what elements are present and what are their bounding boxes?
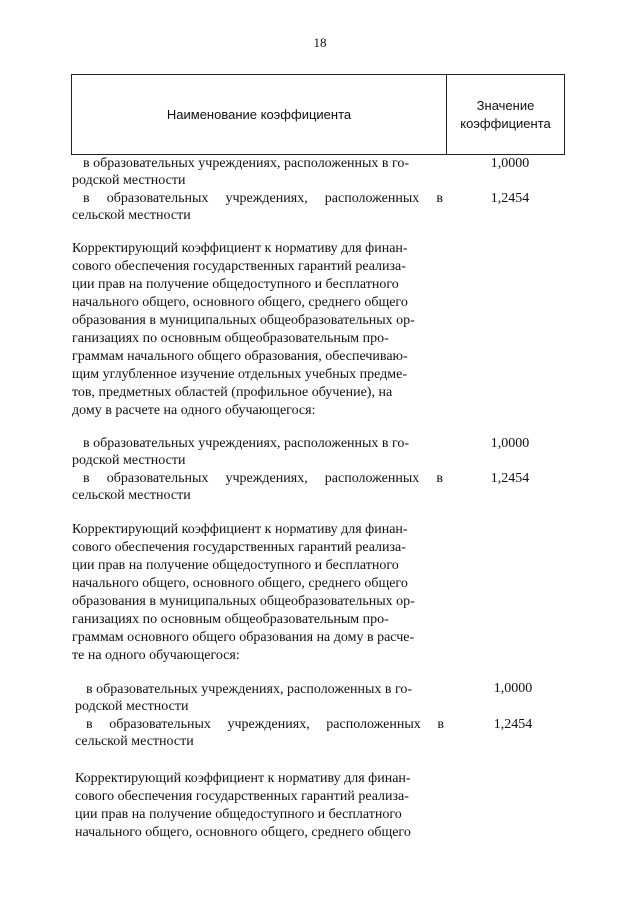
paragraph-line: те на одного обучающегося:	[72, 648, 240, 663]
urban-text-line2: родской местности	[72, 453, 186, 468]
rural-text-line1: в образовательных учреждениях, расположенных в	[86, 717, 444, 732]
header-name-column: Наименование коэффициента	[166, 107, 352, 122]
paragraph-line: образования в муниципальных общеобразовательных ор-	[72, 313, 415, 328]
rural-text-line2: сельской местности	[72, 208, 191, 223]
paragraph-line: ции прав на получение общедоступного и бесплатного	[72, 277, 399, 292]
urban-value: 1,0000	[490, 436, 530, 451]
header-value-line2: коэффициента	[460, 115, 551, 131]
rural-text-line2: сельской местности	[72, 488, 191, 503]
paragraph-line: сового обеспечения государственных гарантий реализа-	[75, 789, 409, 804]
urban-text-line1: в образовательных учреждениях, расположенных в го-	[86, 682, 413, 697]
rural-value: 1,2454	[490, 191, 530, 206]
paragraph-line: Корректирующий коэффициент к нормативу для финан-	[72, 241, 408, 256]
urban-value: 1,0000	[493, 681, 533, 696]
rural-text-line2: сельской местности	[75, 734, 194, 749]
page-number: 18	[313, 35, 327, 50]
paragraph-line: начального общего, основного общего, среднего общего	[72, 295, 408, 310]
paragraph-line: начального общего, основного общего, среднего общего	[72, 576, 408, 591]
paragraph-line: начального общего, основного общего, среднего общего	[75, 825, 411, 840]
paragraph-line: Корректирующий коэффициент к нормативу для финан-	[72, 522, 408, 537]
urban-text-line1: в образовательных учреждениях, расположенных в го-	[83, 436, 410, 451]
urban-text-line1: в образовательных учреждениях, расположенных в го-	[83, 156, 410, 171]
header-value-column	[447, 75, 564, 154]
rural-text-line1: в образовательных учреждениях, расположенных в	[83, 471, 443, 486]
urban-text-line2: родской местности	[75, 699, 189, 714]
table-header	[71, 74, 565, 155]
paragraph-line: ции прав на получение общедоступного и бесплатного	[72, 558, 399, 573]
header-value-line1: Значение	[476, 97, 535, 113]
paragraph-line: сового обеспечения государственных гарантий реализа-	[72, 540, 406, 555]
paragraph-line: ганизациях по основным общеобразовательным про-	[72, 612, 389, 627]
paragraph-line: граммам основного общего образования на дому в расче-	[72, 630, 415, 645]
paragraph-line: Корректирующий коэффициент к нормативу для финан-	[75, 771, 411, 786]
urban-text-line2: родской местности	[72, 173, 186, 188]
paragraph-line: щим углубленное изучение отдельных учебных предме-	[72, 367, 408, 382]
paragraph-line: граммам начального общего образования, обеспечиваю-	[72, 349, 408, 364]
paragraph-line: дому в расчете на одного обучающегося:	[72, 403, 316, 418]
paragraph-line: образования в муниципальных общеобразовательных ор-	[72, 594, 415, 609]
paragraph-line: ции прав на получение общедоступного и бесплатного	[75, 807, 402, 822]
paragraph-line: сового обеспечения государственных гарантий реализа-	[72, 259, 406, 274]
paragraph-line: тов, предметных областей (профильное обучение), на	[72, 385, 393, 400]
urban-value: 1,0000	[490, 156, 530, 171]
rural-text-line1: в образовательных учреждениях, расположенных в	[83, 191, 443, 206]
rural-value: 1,2454	[490, 471, 530, 486]
paragraph-line: ганизациях по основным общеобразовательным про-	[72, 331, 389, 346]
rural-value: 1,2454	[493, 717, 533, 732]
